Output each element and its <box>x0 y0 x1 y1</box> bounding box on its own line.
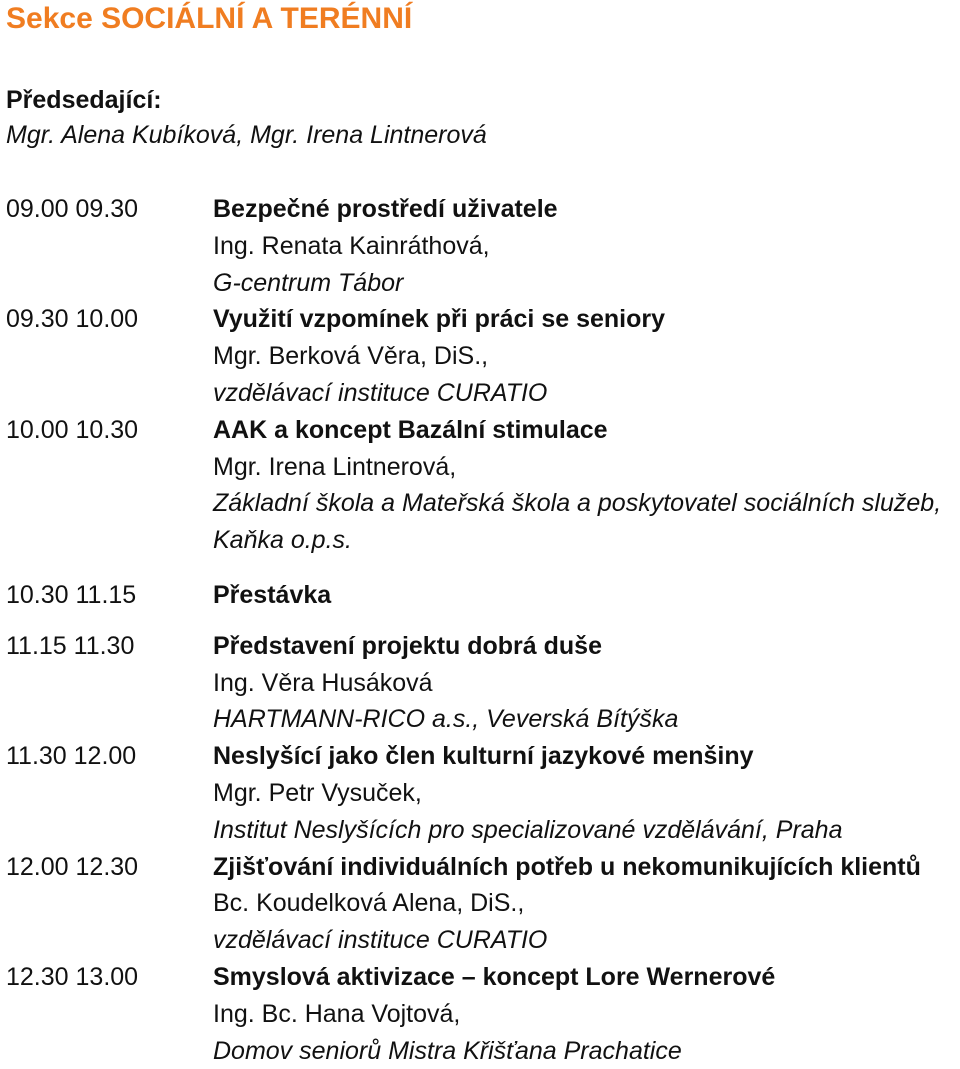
talk-affiliation: vzdělávací instituce CURATIO <box>213 926 548 955</box>
talk-speaker: Mgr. Irena Lintnerová, <box>213 452 457 481</box>
talk-title: AAK a koncept Bazální stimulace <box>213 415 608 444</box>
talk-title: Neslyšící jako člen kulturní jazykové menšiny <box>213 742 754 771</box>
program-item <box>0 191 960 301</box>
talk-speaker: Ing. Renata Kainráthová, <box>213 231 490 260</box>
talk-affiliation: vzdělávací instituce CURATIO <box>213 378 548 407</box>
chairs-heading: Předsedající: <box>6 86 162 114</box>
program-item-break <box>0 577 960 614</box>
program-item <box>0 959 960 1069</box>
talk-title: Bezpečné prostředí uživatele <box>213 195 558 223</box>
time-slot: 11.30 12.00 <box>6 742 137 771</box>
break-title: Přestávka <box>213 580 332 609</box>
program-item <box>0 849 960 959</box>
talk-speaker: Bc. Koudelková Alena, DiS., <box>213 889 525 918</box>
talk-speaker: Mgr. Berková Věra, DiS., <box>213 342 489 371</box>
section-title: Sekce SOCIÁLNÍ A TERÉNNÍ <box>6 2 413 35</box>
talk-title: Využití vzpomínek při práci se seniory <box>213 305 666 334</box>
talk-affiliation: HARTMANN-RICO a.s., Veverská Bítýška <box>213 705 679 734</box>
program-item <box>0 412 960 559</box>
time-slot: 10.00 10.30 <box>6 415 139 444</box>
talk-affiliation: Institut Neslyšících pro specializované vzdělávání, Praha <box>213 815 843 844</box>
program-item <box>0 301 960 411</box>
talk-affiliation: Kaňka o.p.s. <box>213 526 352 555</box>
talk-speaker: Ing. Bc. Hana Vojtová, <box>213 999 461 1028</box>
talk-affiliation: G-centrum Tábor <box>213 268 404 297</box>
chairs-names: Mgr. Alena Kubíková, Mgr. Irena Lintnerová <box>6 121 487 149</box>
program-list <box>0 191 960 1069</box>
talk-affiliation: Domov seniorů Mistra Křišťana Prachatice <box>213 1036 682 1065</box>
time-slot: 10.30 11.15 <box>6 580 137 609</box>
time-slot: 12.30 13.00 <box>6 962 139 991</box>
talk-speaker: Ing. Věra Husáková <box>213 668 433 697</box>
time-slot: 11.15 11.30 <box>6 631 135 660</box>
talk-title: Smyslová aktivizace – koncept Lore Wernerové <box>213 962 776 991</box>
talk-title: Představení projektu dobrá duše <box>213 631 602 660</box>
time-slot: 09.00 09.30 <box>6 195 139 223</box>
program-item <box>0 628 960 738</box>
time-slot: 09.30 10.00 <box>6 305 139 334</box>
talk-title: Zjišťování individuálních potřeb u nekomunikujících klientů <box>213 852 921 881</box>
talk-speaker: Mgr. Petr Vysuček, <box>213 778 422 807</box>
time-slot: 12.00 12.30 <box>6 852 139 881</box>
program-item <box>0 738 960 848</box>
talk-affiliation: Základní škola a Mateřská škola a poskytovatel sociálních služeb, <box>213 489 942 518</box>
